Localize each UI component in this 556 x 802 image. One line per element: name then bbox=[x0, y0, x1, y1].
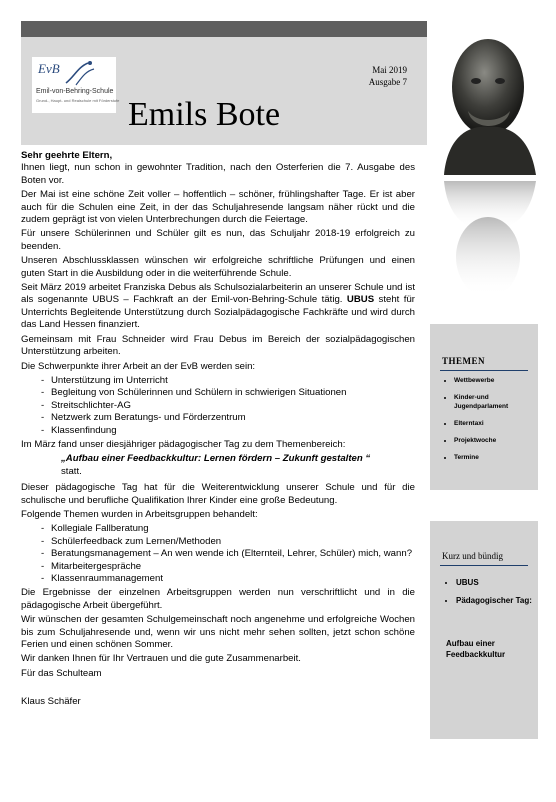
list-item: - Beratungsmanagement – An wen wende ich (Elternteil, Lehrer, Schüler) mich, wann? bbox=[41, 548, 415, 560]
ubus-definition: steht für Unterrichts Begleitende Unterstützung durch Sozialpädagogische Fachkräfte und wird durch das Land Hessen finanziert. bbox=[21, 294, 415, 331]
paragraph-social-worker bbox=[21, 282, 415, 332]
paragraph-groups-intro: Folgende Themen wurden in Arbeitsgruppen behandelt: bbox=[21, 508, 258, 520]
paragraph-pedagogical-day: Im März fand unser diesjähriger pädagogischer Tag zu dem Themenbereich: bbox=[21, 438, 346, 450]
paragraph-focus-intro: Die Schwerpunkte ihrer Arbeit an der EvB werden sein: bbox=[21, 360, 256, 372]
list-item: - Streitschlichter-AG bbox=[41, 400, 415, 412]
issue-date: Mai 2019 bbox=[372, 65, 407, 75]
closing: Für das Schulteam bbox=[21, 667, 102, 679]
kurz-sidebar bbox=[430, 521, 538, 739]
masthead bbox=[21, 37, 427, 145]
logo-mark: EvB bbox=[38, 61, 60, 76]
theme-quote bbox=[21, 453, 415, 478]
list-item: - Klassenfindung bbox=[41, 425, 415, 437]
paragraph-graduates: Unseren Abschlussklassen wünschen wir erfolgreiche schriftliche Prüfungen und einen guten Start in die Ausbildung oder in die weiterführende Schule. bbox=[21, 255, 415, 279]
themen-title: THEMEN bbox=[442, 356, 486, 366]
greeting: Sehr geehrte Eltern, bbox=[21, 150, 113, 161]
themen-sidebar bbox=[430, 324, 538, 490]
logo-swoosh-icon bbox=[64, 59, 98, 87]
list-item: - Netzwerk zum Beratungs- und Förderzentrum bbox=[41, 412, 415, 424]
divider bbox=[440, 370, 528, 371]
article bbox=[21, 150, 415, 711]
list-item: • UBUS bbox=[456, 577, 538, 588]
list-item: - Begleitung von Schülerinnen und Schülern in schwierigen Situationen bbox=[41, 387, 415, 399]
bust-photo bbox=[430, 25, 548, 313]
newsletter-title: Emils Bote bbox=[128, 96, 281, 133]
list-item: • Projektwoche bbox=[454, 436, 534, 445]
list-item: - Unterstützung im Unterricht bbox=[41, 375, 415, 387]
issue-info bbox=[369, 64, 407, 88]
paragraph-significance: Dieser pädagogische Tag hat für die Weiterentwicklung unserer Schule und für die schulische und berufliche Qualifikation Ihrer Kinder eine große Bedeutung. bbox=[21, 482, 415, 506]
issue-number: Ausgabe 7 bbox=[368, 77, 407, 87]
paragraph-social-worker-text: Seit März 2019 arbeitet Franziska Debus als Schulsozialarbeiterin an unserer Schule und ist als sogenannte UBUS – Fachkraft an der Emil-von-Behring-Schule tätig. bbox=[21, 282, 415, 306]
list-item: - Kollegiale Fallberatung bbox=[41, 523, 415, 535]
ubus-term: UBUS bbox=[346, 294, 375, 306]
divider bbox=[440, 565, 528, 566]
list-item: - Mitarbeitergespräche bbox=[41, 561, 415, 573]
focus-list bbox=[21, 375, 415, 437]
groups-list bbox=[21, 523, 415, 585]
kurz-list bbox=[442, 577, 538, 613]
theme-quote-after: statt. bbox=[61, 465, 82, 477]
list-item: • Wettbewerbe bbox=[454, 376, 534, 385]
paragraph-results: Die Ergebnisse der einzelnen Arbeitsgruppen werden nun verschriftlicht und in die pädagogische Arbeit übergeführt. bbox=[21, 587, 415, 611]
paragraph-thanks: Wir danken Ihnen für Ihr Vertrauen und die gute Zusammenarbeit. bbox=[21, 653, 301, 665]
logo-school-subtitle: Grund-, Haupt- und Realschule mit Förderstufe bbox=[36, 98, 120, 103]
paragraph-intro: Ihnen liegt, nun schon in gewohnter Tradition, nach den Osterferien die 7. Ausgabe des Boten vor. bbox=[21, 162, 415, 186]
signature: Klaus Schäfer bbox=[21, 696, 81, 708]
paragraph-may: Der Mai ist eine schöne Zeit voller – hoffentlich – schöner, frühlingshafter Tage. Er ist aber auch für die Schulen eine Zeit, in der das Schuljahresende langsam näher rückt und die zudem geprägt ist von vielen Unterbrechungen durch die Feiertage. bbox=[21, 189, 415, 226]
list-item: - Schülerfeedback zum Lernen/Methoden bbox=[41, 536, 415, 548]
logo-school-name: Emil-von-Behring-Schule bbox=[36, 88, 114, 95]
kurz-tail: Aufbau einer Feedbackkultur bbox=[446, 639, 506, 659]
paragraph-wishes: Wir wünschen der gesamten Schulgemeinschaft noch angenehme und erfolgreiche Wochen bis zum Schuljahresende und, wenn wir uns nicht mehr sehen sollten, jetzt schon schöne Ferien und einen schönen Sommer. bbox=[21, 614, 415, 651]
list-item: • Elterntaxi bbox=[454, 419, 534, 428]
header-top-bar bbox=[21, 21, 427, 37]
list-item: • Pädagogischer Tag: bbox=[456, 595, 538, 606]
theme-quote-text: „Aufbau einer Feedbackkultur: Lernen fördern – Zukunft gestalten “ bbox=[61, 453, 371, 465]
themen-list bbox=[442, 376, 534, 470]
paragraph-school-year: Für unsere Schülerinnen und Schüler gilt es nun, das Schuljahr 2018-19 erfolgreich zu beenden. bbox=[21, 228, 415, 252]
list-item: - Klassenraummanagement bbox=[41, 573, 415, 585]
paragraph-cooperation: Gemeinsam mit Frau Schneider wird Frau Debus im Bereich der sozialpädagogischen Unterstützung arbeiten. bbox=[21, 333, 415, 358]
kurz-title: Kurz und bündig bbox=[442, 551, 503, 561]
list-item: • Kinder-und Jugendparlament bbox=[454, 393, 534, 411]
list-item: • Termine bbox=[454, 453, 534, 462]
school-logo bbox=[32, 57, 120, 113]
